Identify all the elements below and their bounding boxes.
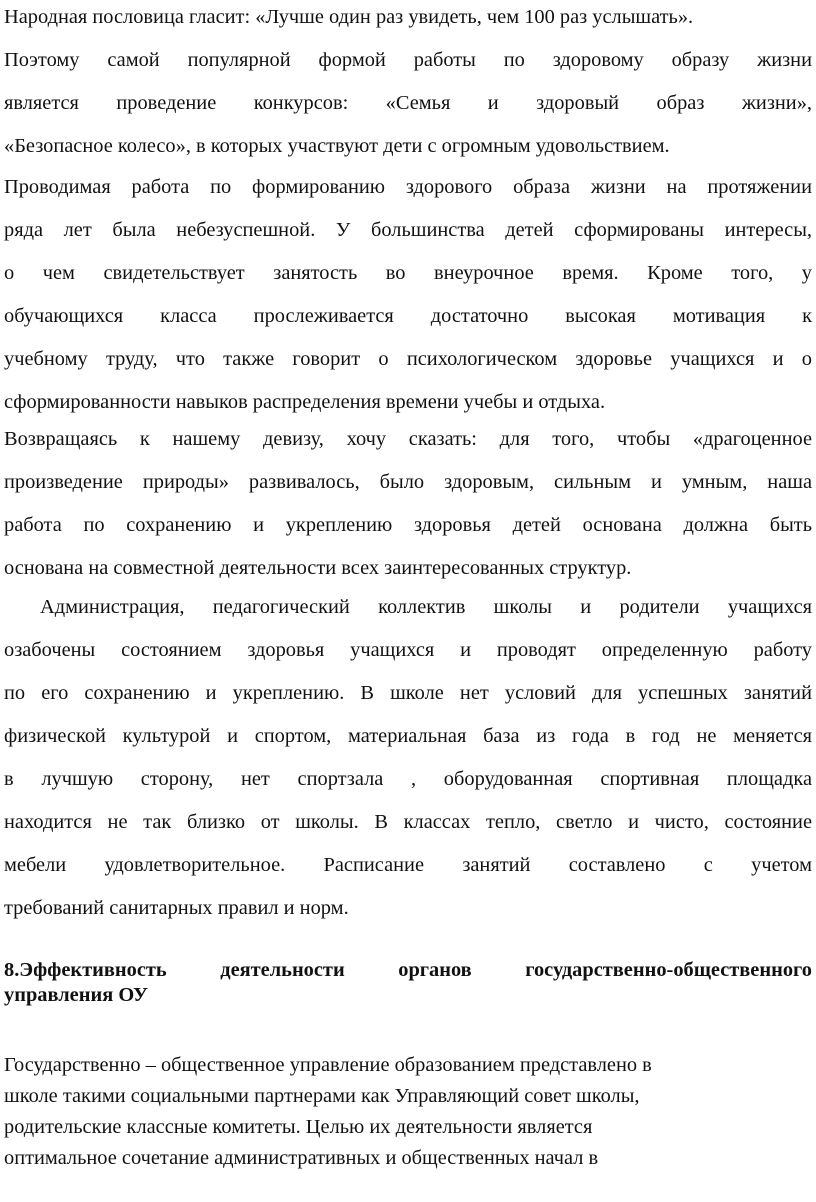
paragraph-results — [4, 166, 812, 424]
text-line: сформированности навыков распределения времени учебы и отдыха. — [4, 391, 606, 413]
text-line: в лучшую сторону, нет спортзала , оборудованная спортивная площадка — [4, 768, 812, 790]
text-line: Возвращаясь к нашему девизу, хочу сказать: для того, чтобы «драгоценное — [4, 428, 812, 450]
text-line: основана на совместной деятельности всех заинтересованных структур. — [4, 557, 632, 579]
text-line: Проводимая работа по формированию здорового образа жизни на протяжении — [4, 176, 812, 198]
text-line: физической культурой и спортом, материальная база из года в год не меняется — [4, 725, 812, 747]
text-line: Государственно – общественное управление образованием представлено в — [4, 1054, 652, 1076]
text-line: по его сохранению и укреплению. В школе нет условий для успешных занятий — [4, 682, 812, 704]
text-line: находится не так близко от школы. В классах тепло, светло и чисто, состояние — [4, 811, 812, 833]
text-line: школе такими социальными партнерами как Управляющий совет школы, — [4, 1085, 640, 1107]
text-line: о чем свидетельствует занятость во внеурочное время. Кроме того, у — [4, 262, 812, 284]
text-line: произведение природы» развивалось, было здоровым, сильным и умным, наша — [4, 471, 812, 493]
text-line: учебному труду, что также говорит о психологическом здоровье учащихся и о — [4, 348, 812, 370]
text-line: ряда лет была небезуспешной. У большинства детей сформированы интересы, — [4, 219, 812, 241]
paragraph-motto — [4, 418, 812, 590]
paragraph-governance — [4, 1050, 812, 1174]
section-heading — [4, 958, 812, 1008]
text-line: является проведение конкурсов: «Семья и здоровый образ жизни», — [4, 92, 812, 114]
paragraph-proverb — [4, 0, 812, 168]
text-line: «Безопасное колесо», в которых участвуют дети с огромным удовольствием. — [4, 135, 670, 157]
heading-line: 8.Эффективность деятельности органов государственно-общественного — [4, 959, 812, 981]
text-line: родительские классные комитеты. Целью их деятельности является — [4, 1116, 593, 1138]
text-line: работа по сохранению и укреплению здоровья детей основана должна быть — [4, 514, 812, 536]
text-line: обучающихся класса прослеживается достаточно высокая мотивация к — [4, 305, 812, 327]
paragraph-administration — [4, 586, 812, 930]
heading-line: управления ОУ — [4, 984, 149, 1006]
text-line: оптимальное сочетание административных и общественных начал в — [4, 1147, 599, 1169]
text-line: озабочены состоянием здоровья учащихся и проводят определенную работу — [4, 639, 812, 661]
text-line: требований санитарных правил и норм. — [4, 897, 349, 919]
text-line: Народная пословица гласит: «Лучше один раз увидеть, чем 100 раз услышать». — [4, 6, 694, 28]
text-line: Администрация, педагогический коллектив школы и родители учащихся — [40, 596, 812, 618]
text-line: мебели удовлетворительное. Расписание занятий составлено с учетом — [4, 854, 812, 876]
text-line: Поэтому самой популярной формой работы по здоровому образу жизни — [4, 49, 812, 71]
